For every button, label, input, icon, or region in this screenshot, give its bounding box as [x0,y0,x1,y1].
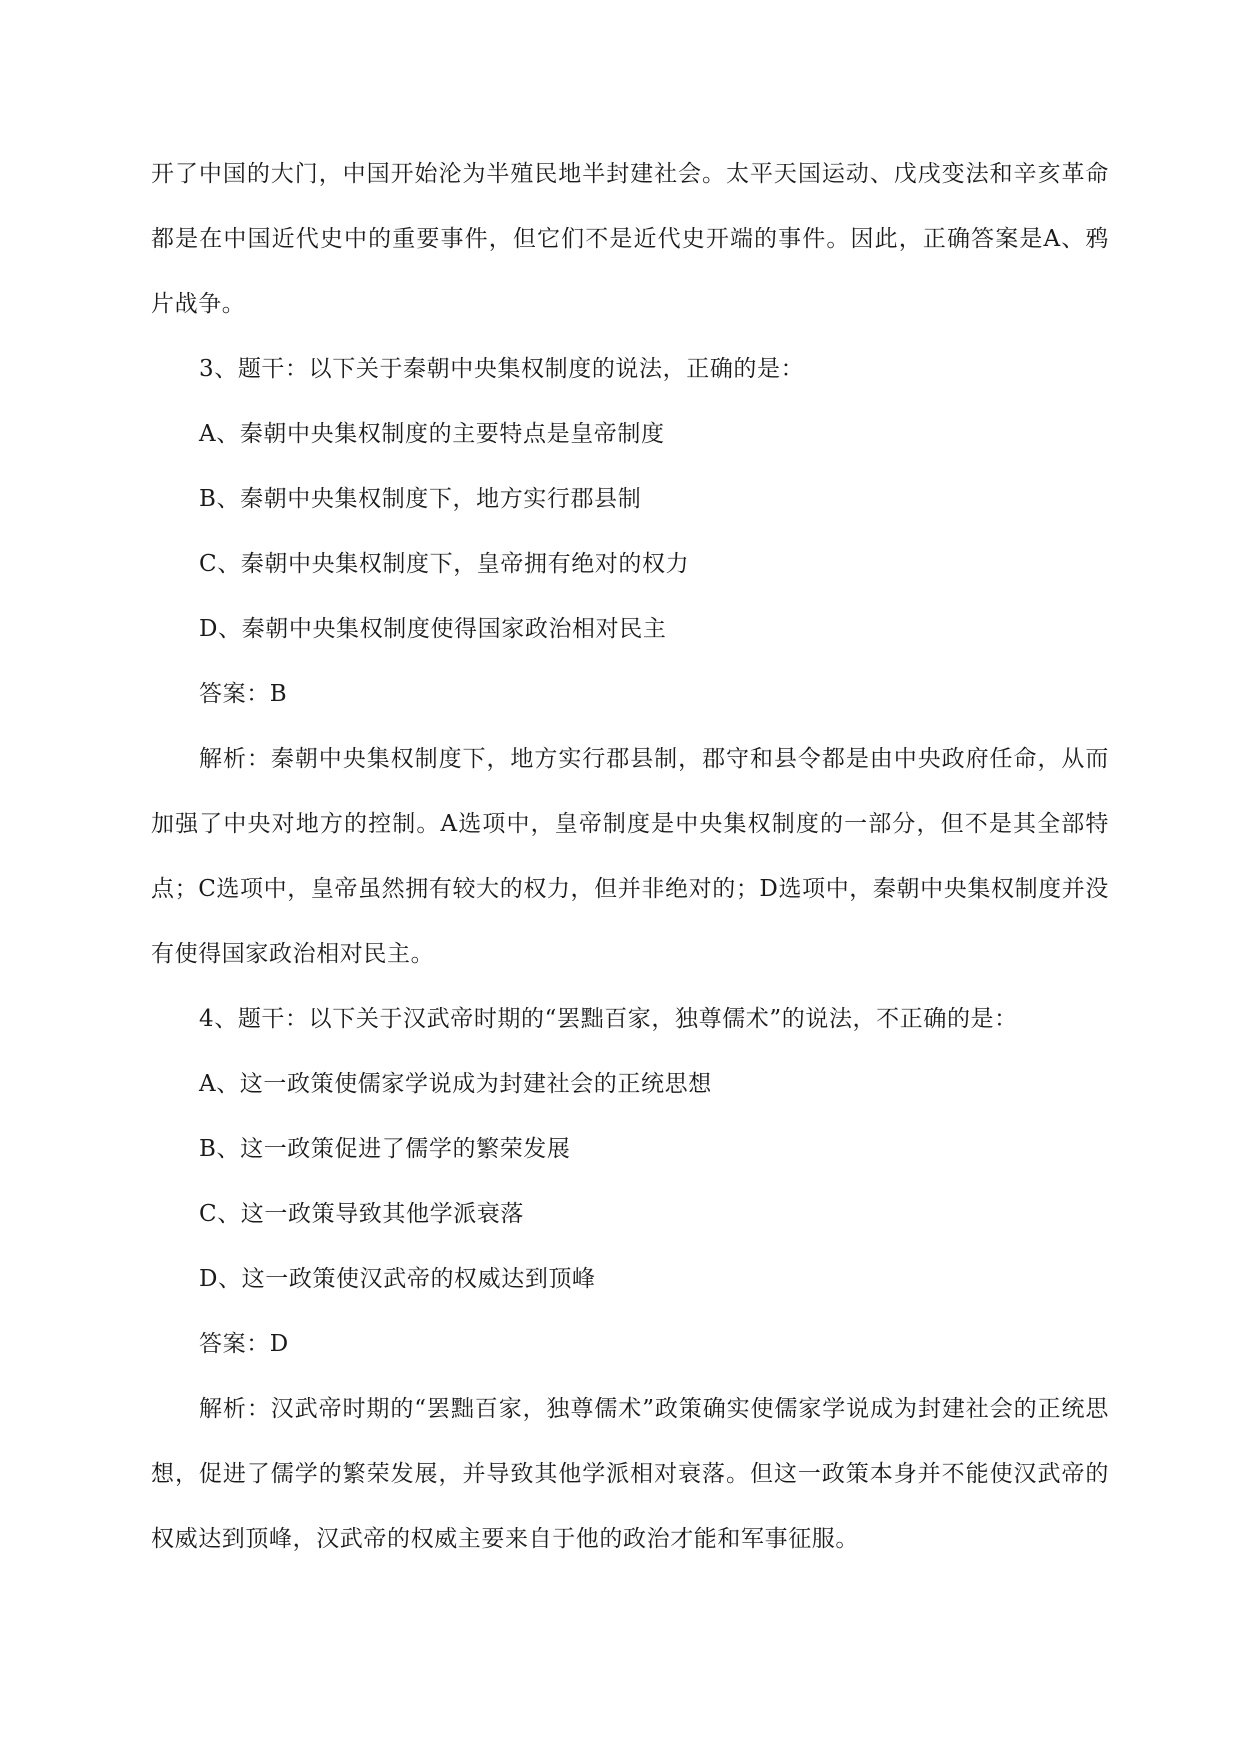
question-3-option-d: D、秦朝中央集权制度使得国家政治相对民主 [199,616,667,642]
question-4-answer: 答案：D [199,1331,289,1357]
question-4-option-b: B、这一政策促进了儒学的繁荣发展 [199,1136,571,1162]
question-3-option-c: C、秦朝中央集权制度下，皇帝拥有绝对的权力 [199,551,690,577]
question-4-option-c: C、这一政策导致其他学派衰落 [199,1201,524,1227]
question-3-stem: 3、题干：以下关于秦朝中央集权制度的说法，正确的是： [199,356,805,382]
question-4-stem: 4、题干：以下关于汉武帝时期的“罢黜百家，独尊儒术”的说法，不正确的是： [199,1006,1018,1032]
question-4-analysis: 解析：汉武帝时期的“罢黜百家，独尊儒术”政策确实使儒家学说成为封建社会的正统思想，促进了儒学的繁荣发展，并导致其他学派相对衰落。但这一政策本身并不能使汉武帝的权威达到顶峰，汉武帝的权威主要来自于他的政治才能和军事征服。 [151,1396,1109,1552]
question-4-option-a: A、这一政策使儒家学说成为封建社会的正统思想 [199,1071,712,1097]
document-body [151,142,1109,1572]
question-3-option-b: B、秦朝中央集权制度下，地方实行郡县制 [199,486,642,512]
question-3-analysis: 解析：秦朝中央集权制度下，地方实行郡县制，郡守和县令都是由中央政府任命，从而加强了中央对地方的控制。A选项中，皇帝制度是中央集权制度的一部分，但不是其全部特点；C选项中，皇帝虽然拥有较大的权力，但并非绝对的；D选项中，秦朝中央集权制度并没有使得国家政治相对民主。 [151,746,1109,967]
question-3-answer: 答案：B [199,681,288,707]
paragraph-continuation: 开了中国的大门，中国开始沦为半殖民地半封建社会。太平天国运动、戊戌变法和辛亥革命都是在中国近代史中的重要事件，但它们不是近代史开端的事件。因此，正确答案是A、鸦片战争。 [151,161,1109,317]
question-3-option-a: A、秦朝中央集权制度的主要特点是皇帝制度 [199,421,665,447]
question-4-option-d: D、这一政策使汉武帝的权威达到顶峰 [199,1266,596,1292]
